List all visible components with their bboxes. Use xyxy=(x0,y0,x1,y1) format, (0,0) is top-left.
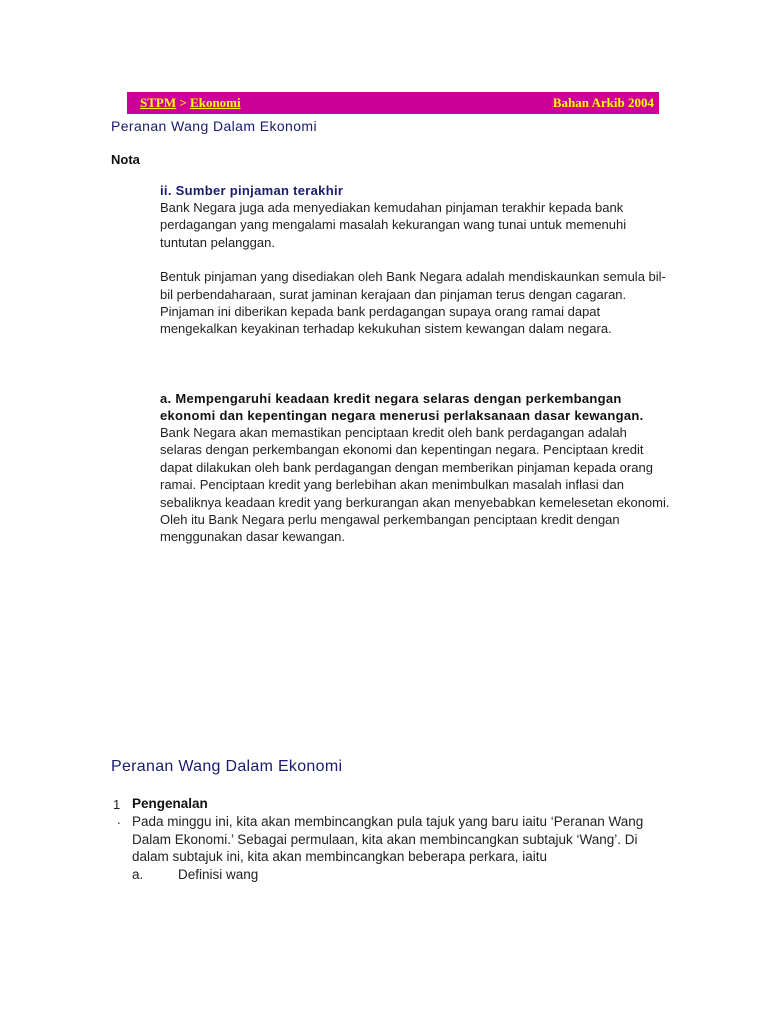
header-bar xyxy=(127,92,659,114)
list-number: 1 xyxy=(113,797,121,812)
archive-label: Bahan Arkib 2004 xyxy=(552,95,654,110)
section-heading: ii. Sumber pinjaman terakhir xyxy=(160,183,344,198)
nota-label: Nota xyxy=(111,152,140,167)
section-paragraph: Bank Negara juga ada menyediakan kemudahan pinjaman terakhir kepada bank perdagangan yang mengalami masalah kekurangan wang tunai untuk memenuhi tuntutan pelanggan. xyxy=(160,200,627,250)
list-number-dot: . xyxy=(117,812,121,827)
section-paragraph: Bank Negara akan memastikan penciptaan kredit oleh bank perdagangan adalah selaras dengan perkembangan ekonomi dan kepentingan negara. Penciptaan kredit dapat dilakukan oleh bank perdagangan dengan memberikan pinjaman kepada orang ramai. Penciptaan kredit yang berlebihan akan menimbulkan masalah inflasi dan sebaliknya keadaan kredit yang berkurangan akan menyebabkan kemelesetan ekonomi. Oleh itu Bank Negara perlu mengawal perkembangan penciptaan kredit dengan menggunakan dasar kewangan. xyxy=(160,425,670,545)
section-kredit-negara xyxy=(160,390,670,546)
page-subtitle: Peranan Wang Dalam Ekonomi xyxy=(111,118,317,134)
section-paragraph: Bentuk pinjaman yang disediakan oleh Bank Negara adalah mendiskaunkan semula bil-bil perbendaharaan, surat jaminan kerajaan dan pinjaman terus dengan cagaran. Pinjaman ini diberikan kepada bank perdagangan supaya orang ramai dapat mengekalkan keyakinan terhadap kekukuhan sistem kewangan dalam negara. xyxy=(160,269,666,337)
list-item-text: Definisi wang xyxy=(178,866,259,882)
breadcrumb-separator: > xyxy=(179,95,187,110)
intro-paragraph: Pada minggu ini, kita akan membincangkan pula tajuk yang baru iaitu ‘Peranan Wang Dalam Ekonomi.’ Sebagai permulaan, kita akan membincangkan subtajuk ‘Wang’. Di dalam subtajuk ini, kita akan membincangkan beberapa perkara, iaitu xyxy=(132,814,644,865)
article-title: Peranan Wang Dalam Ekonomi xyxy=(111,758,343,775)
list-item xyxy=(132,866,672,884)
intro-heading: Pengenalan xyxy=(132,796,208,811)
breadcrumb xyxy=(140,95,241,111)
intro-block xyxy=(132,795,672,884)
section-sumber-pinjaman xyxy=(160,182,670,338)
list-item-label: a. xyxy=(132,866,144,882)
breadcrumb-link-stpm[interactable]: STPM xyxy=(140,95,177,110)
section-heading: a. Mempengaruhi keadaan kredit negara selaras dengan perkembangan ekonomi dan kepentingan negara menerusi perlaksanaan dasar kewangan. xyxy=(160,391,644,423)
breadcrumb-link-ekonomi[interactable]: Ekonomi xyxy=(190,95,241,110)
